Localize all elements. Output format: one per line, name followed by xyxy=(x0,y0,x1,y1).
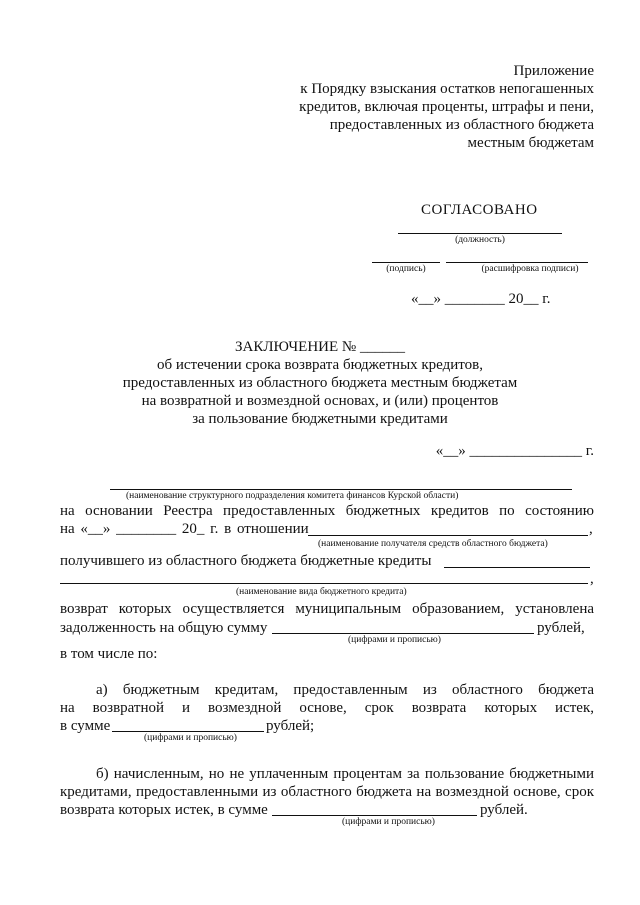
item-b-line: возврата которых истек, в сумме xyxy=(60,802,268,818)
item-b-sum-line xyxy=(272,815,477,816)
recipient-caption: (наименование получателя средств областного бюджета) xyxy=(318,539,548,549)
signature-caption: (подпись) xyxy=(386,264,426,274)
signature-decoding-line xyxy=(446,262,588,263)
sum-caption: (цифрами и прописью) xyxy=(348,635,441,645)
heading-line: предоставленных из областного бюджета местным бюджетам xyxy=(122,375,518,391)
heading-line: за пользование бюджетными кредитами xyxy=(192,411,448,427)
heading-date: «__» _______________ г. xyxy=(435,443,594,459)
appendix-line: кредитов, включая проценты, штрафы и пени, xyxy=(299,99,594,115)
position-caption: (должность) xyxy=(455,235,505,245)
department-line xyxy=(110,489,572,490)
item-b-line-end: рублей. xyxy=(480,802,528,818)
body-line: задолженность на общую сумму xyxy=(60,620,268,636)
body-line: получившего из областного бюджета бюджетные кредиты xyxy=(60,553,432,569)
body-line: на «__» ________ 20_ г. в отношении xyxy=(60,521,309,537)
item-b-caption: (цифрами и прописью) xyxy=(342,817,435,827)
appendix-line: местным бюджетам xyxy=(467,135,594,151)
position-line xyxy=(398,233,562,234)
credit-line-2 xyxy=(60,583,588,584)
appendix-line: предоставленных из областного бюджета xyxy=(329,117,594,133)
heading-line: об истечении срока возврата бюджетных кредитов, xyxy=(156,357,483,373)
item-a-line: на возвратной и возмездной основе, срок возврата которых истек, xyxy=(60,700,594,716)
credit-type-caption: (наименование вида бюджетного кредита) xyxy=(236,587,407,597)
conclusion-title: ЗАКЛЮЧЕНИЕ № ______ xyxy=(235,339,405,355)
item-a-caption: (цифрами и прописью) xyxy=(144,733,237,743)
item-b-line: б) начисленным, но не уплаченным процентам за пользование бюджетными xyxy=(96,766,594,782)
credit-line-1 xyxy=(444,567,590,568)
item-a-line-end: рублей; xyxy=(266,718,315,734)
including-text: в том числе по: xyxy=(60,646,158,662)
body-line: на основании Реестра предоставленных бюджетных кредитов по состоянию xyxy=(60,503,594,519)
appendix-title: Приложение xyxy=(513,63,594,79)
item-a-line: в сумме xyxy=(60,718,111,734)
approval-date: «__» ________ 20__ г. xyxy=(411,291,551,307)
total-sum-line xyxy=(272,633,534,634)
item-a-sum-line xyxy=(112,731,264,732)
department-caption: (наименование структурного подразделения комитета финансов Курской области) xyxy=(126,491,459,501)
body-line-end: , xyxy=(590,571,594,587)
body-line-end: рублей, xyxy=(537,620,585,636)
item-a-line: а) бюджетным кредитам, предоставленным из областного бюджета xyxy=(96,682,594,698)
decoding-caption: (расшифровка подписи) xyxy=(481,264,579,274)
heading-line: на возвратной и возмездной основах, и (или) процентов xyxy=(141,393,499,409)
body-line: возврат которых осуществляется муниципальным образованием, установлена xyxy=(60,601,594,617)
body-line-end: , xyxy=(589,521,593,537)
appendix-line: к Порядку взыскания остатков непогашенных xyxy=(300,81,594,97)
signature-line xyxy=(372,262,440,263)
recipient-line xyxy=(308,535,588,536)
approval-title: СОГЛАСОВАНО xyxy=(421,202,538,218)
item-b-line: кредитами, предоставленными из областного бюджета на возмездной основе, срок xyxy=(60,784,594,800)
